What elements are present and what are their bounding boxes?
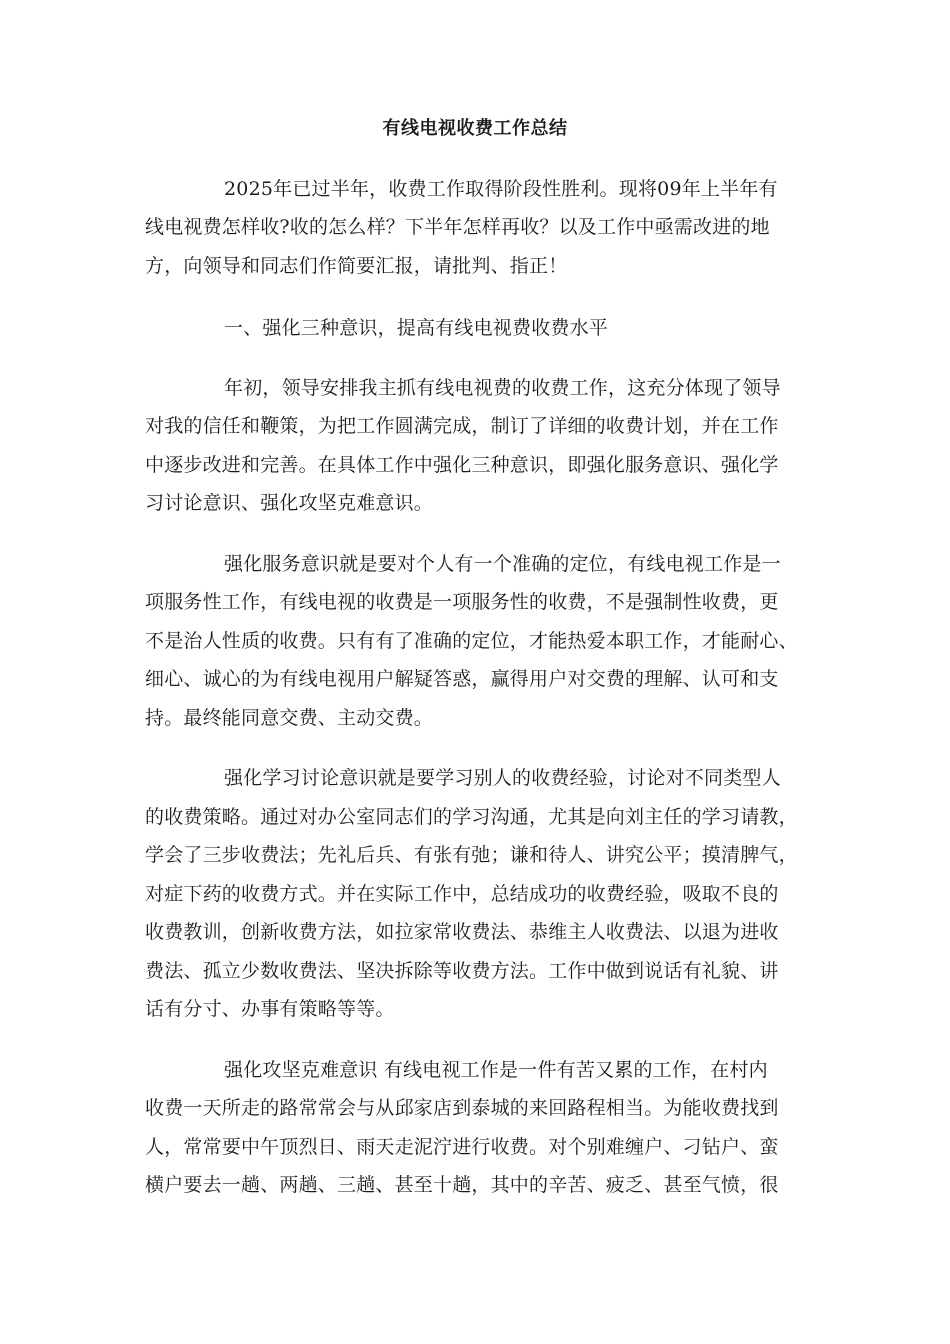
paragraph-line: 项服务性工作，有线电视的收费是一项服务性的收费，不是强制性收费，更 (145, 591, 779, 613)
paragraph-line: 方，向领导和同志们作简要汇报，请批判、指正！ (145, 255, 568, 277)
section-heading: 一、强化三种意识，提高有线电视费收费水平 (224, 317, 609, 339)
paragraph-line: 习讨论意识、强化攻坚克难意识。 (145, 492, 434, 514)
paragraph-line: 细心、诚心的为有线电视用户解疑答惑，赢得用户对交费的理解、认可和支 (145, 668, 779, 690)
paragraph-line: 强化学习讨论意识就是要学习别人的收费经验，讨论对不同类型人 (224, 767, 781, 789)
paragraph-line: 对症下药的收费方式。并在实际工作中，总结成功的收费经验，吸取不良的 (145, 883, 779, 905)
paragraph-line: 的收费策略。通过对办公室同志们的学习沟通，尤其是向刘主任的学习请教， (145, 806, 798, 828)
paragraph-line: 对我的信任和鞭策，为把工作圆满完成，制订了详细的收费计划，并在工作 (145, 415, 779, 437)
paragraph-line: 费法、孤立少数收费法、坚决拆除等收费方法。工作中做到说话有礼貌、讲 (145, 960, 779, 982)
paragraph-line: 不是治人性质的收费。只有有了准确的定位，才能热爱本职工作，才能耐心、 (145, 630, 798, 652)
paragraph-line: 强化攻坚克难意识 有线电视工作是一件有苦又累的工作，在村内 (224, 1059, 768, 1081)
paragraph-line: 横户要去一趟、两趟、三趟、甚至十趟，其中的辛苦、疲乏、甚至气愤，很 (145, 1174, 779, 1196)
paragraph-line: 人，常常要中午顶烈日、雨天走泥泞进行收费。对个别难缠户、刁钻户、蛮 (145, 1136, 779, 1158)
paragraph-line: 收费教训，创新收费方法，如拉家常收费法、恭维主人收费法、以退为进收 (145, 921, 779, 943)
paragraph-line: 2025年已过半年，收费工作取得阶段性胜利。现将09年上半年有 (224, 178, 778, 200)
paragraph-line: 中逐步改进和完善。在具体工作中强化三种意识，即强化服务意识、强化学 (145, 454, 779, 476)
paragraph-line: 收费一天所走的路常常会与从邱家店到泰城的来回路程相当。为能收费找到 (145, 1097, 779, 1119)
paragraph-line: 学会了三步收费法；先礼后兵、有张有弛；谦和待人、讲究公平；摸清脾气， (145, 844, 798, 866)
paragraph-line: 强化服务意识就是要对个人有一个准确的定位，有线电视工作是一 (224, 553, 781, 575)
paragraph-line: 话有分寸、办事有策略等等。 (145, 998, 395, 1020)
paragraph-line: 年初，领导安排我主抓有线电视费的收费工作，这充分体现了领导 (224, 377, 781, 399)
paragraph-line: 持。最终能同意交费、主动交费。 (145, 707, 434, 729)
document-title: 有线电视收费工作总结 (382, 118, 568, 139)
paragraph-line: 线电视费怎样收?收的怎么样？下半年怎样再收？以及工作中亟需改进的地 (145, 216, 770, 238)
